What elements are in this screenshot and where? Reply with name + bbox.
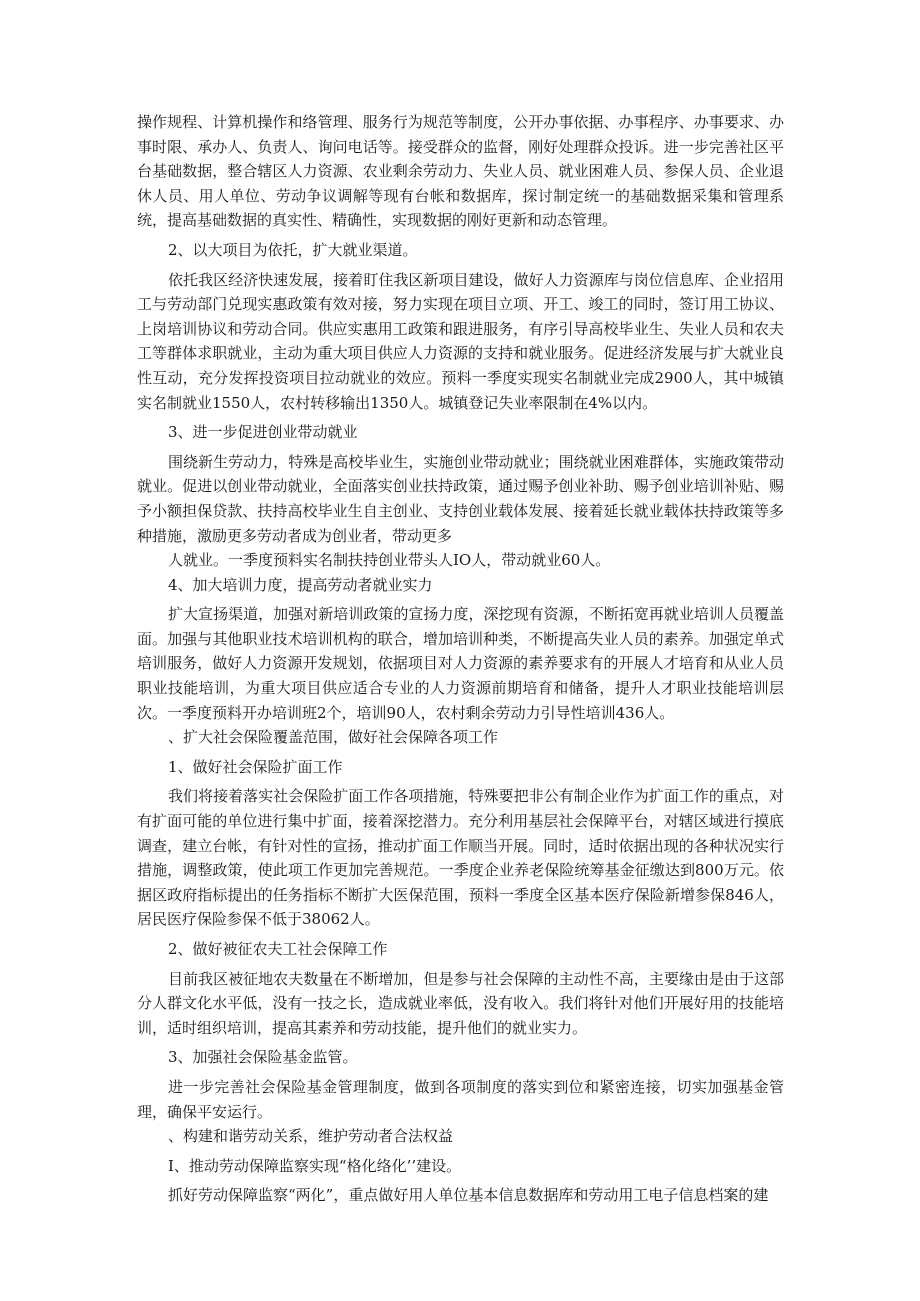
- heading-expand-coverage: 1、做好社会保险扩面工作: [168, 757, 343, 776]
- paragraph-entrepreneurship-cont: 人就业。一季度预料实名制扶持创业带头人IO人，带动就业60人。: [168, 551, 611, 570]
- paragraph-service-rules: 操作规程、计算机操作和络管理、服务行为规范等制度，公开办事依据、办事程序、办事要求、办事时限、承办人、负责人、询问电话等。接受群众的监督，刚好处理群众投诉。进一步完善社区平台基础数据，整合辖区人力资源、农业剩余劳动力、失业人员、就业困难人员、参保人员、企业退休人员、用人单位、劳动争议调解等现有台帐和数据库，探讨制定统一的基础数据采集和管理系统，提高基础数据的真实性、精确性，实现数据的刚好更新和动态管理。: [137, 113, 784, 230]
- heading-fund-supervision: 3、加强社会保险基金监管。: [168, 1048, 358, 1067]
- document-body: [137, 110, 784, 1208]
- heading-big-project: 2、以大项目为依托，扩大就业渠道。: [168, 240, 418, 259]
- heading-landless-farmers: 2、做好被征农夫工社会保障工作: [168, 940, 388, 958]
- heading-social-insurance: 、扩大社会保险覆盖范围，做好社会保障各项工作: [168, 728, 499, 747]
- heading-training: 4、加大培训力度，提高劳动者就业实力: [168, 575, 433, 594]
- paragraph-fund-supervision: 进一步完善社会保险基金管理制度，做到各项制度的落实到位和紧密连接，切实加强基金管理，确保平安运行。: [137, 1077, 784, 1121]
- heading-entrepreneurship: 3、进一步促进创业带动就业: [168, 423, 358, 442]
- paragraph-big-project: 依托我区经济快速发展，接着盯住我区新项目建设，做好人力资源库与岗位信息库、企业招用工与劳动部门兑现实惠政策有效对接，努力实现在项目立项、开工、竣工的同时，签订用工协议、上岗培训协议和劳动合同。供应实惠用工政策和跟进服务，有序引导高校毕业生、失业人员和农夫工等群体求职就业，主动为重大项目供应人力资源的支持和就业服务。促进经济发展与扩大就业良性互动，充分发挥投资项目拉动就业的效应。预料一季度实现实名制就业完成2900人，其中城镇实名制就业1550人，农村转移输出1350人。城镇登记失业率限制在4%以内。: [137, 270, 784, 412]
- paragraph-training: 扩大宣扬渠道，加强对新培训政策的宣扬力度，深挖现有资源，不断拓宽再就业培训人员覆盖面。加强与其他职业技术培训机构的联合，增加培训种类，不断提高失业人员的素养。加强定单式培训服务，做好人力资源开发规划，依据项目对人力资源的素养要求有的开展人才培育和从业人员职业技能培训，为重大项目供应适合专业的人力资源前期培育和储备，提升人才职业技能培训层次。一季度预料开办培训班2个，培训90人，农村剩余劳动力引导性培训436人。: [137, 605, 784, 722]
- heading-labor-inspection: I、推动劳动保障监察实现“格化络化’’建设。: [168, 1156, 462, 1175]
- paragraph-entrepreneurship: 围绕新生劳动力，特殊是高校毕业生，实施创业带动就业；围绕就业困难群体，实施政策带动就业。促进以创业带动就业，全面落实创业扶持政策，通过赐予创业补助、赐予创业培训补贴、赐予小额担保贷款、扶持高校毕业生自主创业、支持创业载体发展、接着延长就业载体扶持政策等多种措施，激励更多劳动者成为创业者，带动更多: [137, 452, 784, 545]
- paragraph-landless-farmers: 目前我区被征地农夫数量在不断增加，但是参与社会保障的主动性不高，主要缘由是由于这部分人群文化水平低，没有一技之长，造成就业率低，没有收入。我们将针对他们开展好用的技能培训，适时组织培训，提高其素养和劳动技能，提升他们的就业实力。: [137, 969, 784, 1037]
- paragraph-labor-inspection: 抓好劳动保障监察“两化”，重点做好用人单位基本信息数据库和劳动用工电子信息档案的建: [168, 1186, 769, 1205]
- paragraph-expand-coverage: 我们将接着落实社会保险扩面工作各项措施，特殊要把非公有制企业作为扩面工作的重点，对有扩面可能的单位进行集中扩面，接着深挖潜力。充分利用基层社会保障平台，对辖区域进行摸底调查，建立台帐，有针对性的宣扬，推动扩面工作顺当开展。同时，适时依据出现的各种状况实行措施，调整政策，使此项工作更加完善规范。一季度企业养老保险统筹基金征缴达到800万元。依据区政府指标提出的任务指标不断扩大医保范围，预料一季度全区基本医疗保险新增参保846人，居民医疗保险参保不低于38062人。: [137, 787, 784, 929]
- heading-labor-relations: 、构建和谐劳动关系，维护劳动者合法权益: [168, 1127, 454, 1146]
